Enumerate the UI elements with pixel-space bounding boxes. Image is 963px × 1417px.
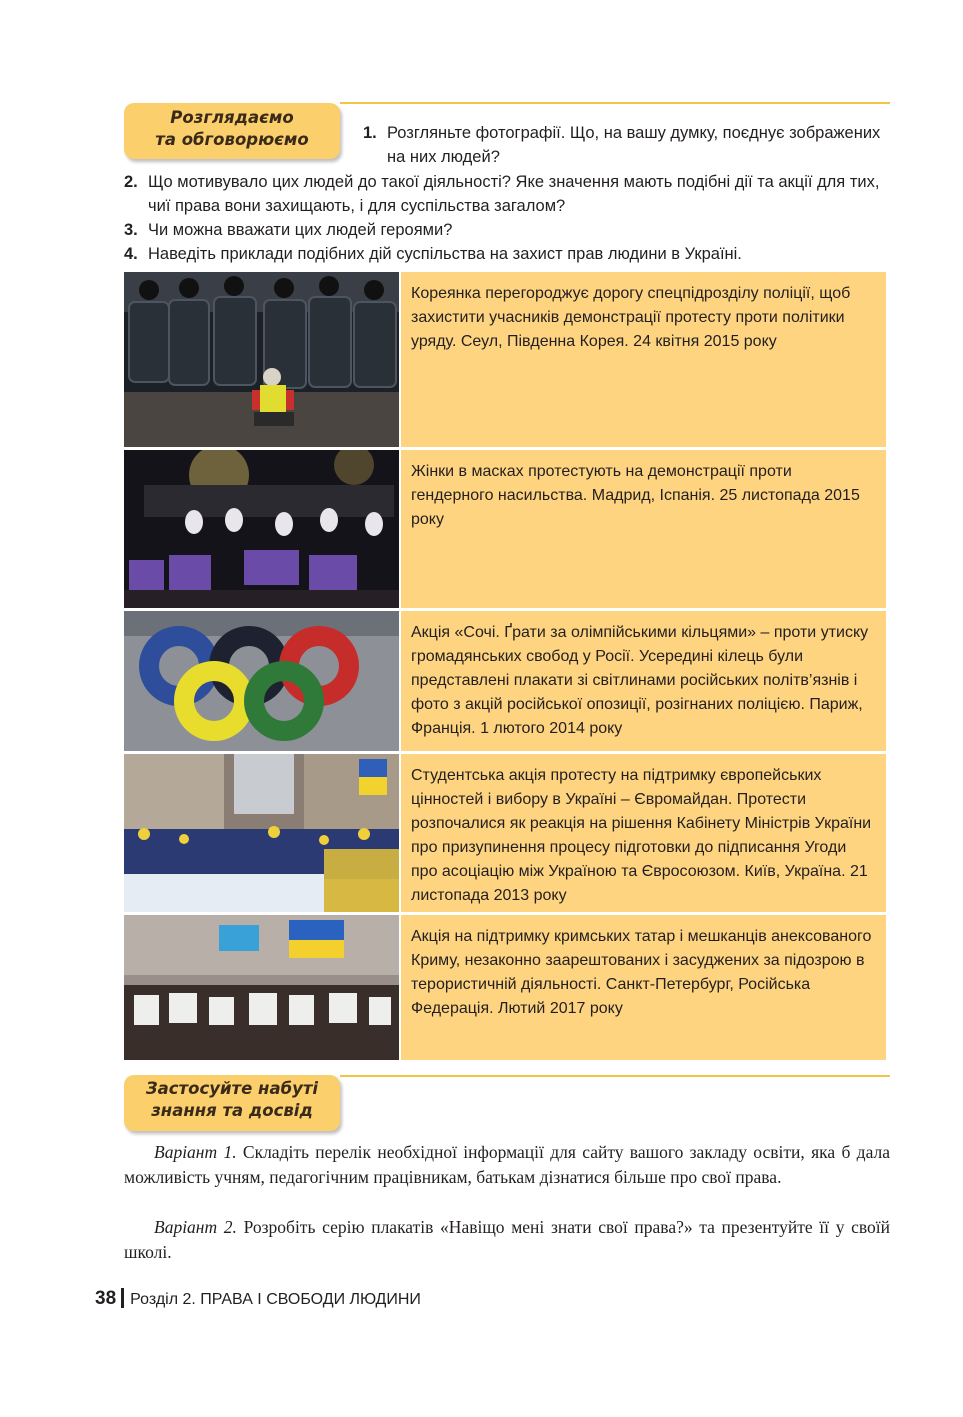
variant-label: Варіант 2.	[154, 1217, 237, 1237]
photo-row	[124, 272, 886, 447]
crimean-tatars-photo	[124, 915, 399, 1060]
photo-caption: Акція «Сочі. Ґрати за олімпійськими кільцями» – проти утиску громадянських свобод у Росії. Усередині кілець були представлені плакати зі світлинами російських політв’язнів і фото з акцій російської опозиції, розігнаних поліцією. Париж, Франція. 1 лютого 2014 року	[401, 611, 886, 751]
section-rule	[340, 102, 890, 104]
question-2	[124, 170, 890, 218]
masked-women-photo	[124, 450, 399, 608]
question-number: 2.	[124, 173, 138, 191]
apply-badge-line1: Застосуйте набуті	[145, 1079, 319, 1098]
question-3	[124, 218, 890, 242]
olympic-rings-photo	[124, 611, 399, 751]
photo-row	[124, 611, 886, 751]
variant-text: Розробіть серію плакатів «Навіщо мені знати свої права?» та презентуйте її у своїй школі.	[124, 1217, 891, 1262]
variant-1	[124, 1140, 890, 1190]
photo-row	[124, 754, 886, 912]
question-text: Наведіть приклади подібних дій суспільства на захист прав людини в Україні.	[148, 245, 742, 263]
question-text: Чи можна вважати цих людей героями?	[148, 221, 453, 239]
variant-text: Складіть перелік необхідної інформації для сайту вашого закладу освіти, яка б дала можливість учням, педагогічним працівникам, батькам дізнатися більше про свої права.	[124, 1142, 890, 1187]
variant-label: Варіант 1.	[154, 1142, 237, 1162]
discuss-badge	[124, 103, 340, 159]
question-1	[363, 121, 890, 169]
photo-caption: Студентська акція протесту на підтримку європейських цінностей і вибору в Україні – Євромайдан. Протести розпочалися як реакція на рішення Кабінету Міністрів України про призупинення процесу підготовки до підписання Угоди про асоціацію між Україною та Євросоюзом. Київ, Україна. 21 листопада 2013 року	[401, 754, 886, 912]
riot-police-photo	[124, 272, 399, 447]
question-number: 1.	[363, 124, 377, 142]
question-text: Що мотивувало цих людей до такої діяльності? Яке значення мають подібні дії та акції для тих, чиї права вони захищають, і для суспільства загалом?	[148, 173, 880, 215]
apply-badge-line2: знання та досвід	[151, 1101, 313, 1120]
variant-2	[124, 1215, 890, 1265]
page-number: 38	[95, 1288, 117, 1309]
euromaidan-photo	[124, 754, 399, 912]
photo-caption: Жінки в масках протестують на демонстрації проти гендерного насильства. Мадрид, Іспанія. 25 листопада 2015 року	[401, 450, 886, 608]
question-number: 4.	[124, 245, 138, 263]
photo-caption: Кореянка перегороджує дорогу спецпідрозділу поліції, щоб захистити учасників демонстрації протесту проти політики уряду. Сеул, Південна Корея. 24 квітня 2015 року	[401, 272, 886, 447]
footer-divider	[121, 1288, 124, 1308]
photo-row	[124, 915, 886, 1060]
question-number: 3.	[124, 221, 138, 239]
section-rule	[340, 1075, 890, 1077]
section-title: Розділ 2. ПРАВА І СВОБОДИ ЛЮДИНИ	[130, 1291, 421, 1308]
apply-badge	[124, 1075, 340, 1131]
question-text: Розгляньте фотографії. Що, на вашу думку, поєднує зображених на них людей?	[387, 124, 881, 166]
discuss-badge-line2: та обговорюємо	[155, 130, 309, 149]
page-footer	[95, 1288, 421, 1311]
photo-caption: Акція на підтримку кримських татар і мешканців анексованого Криму, незаконно заарештованих і засуджених за підозрою в терористичній діяльності. Санкт-Петербург, Російська Федерація. Лютий 2017 року	[401, 915, 886, 1060]
question-4	[124, 242, 890, 266]
discuss-badge-line1: Розглядаємо	[170, 108, 294, 127]
photo-row	[124, 450, 886, 608]
